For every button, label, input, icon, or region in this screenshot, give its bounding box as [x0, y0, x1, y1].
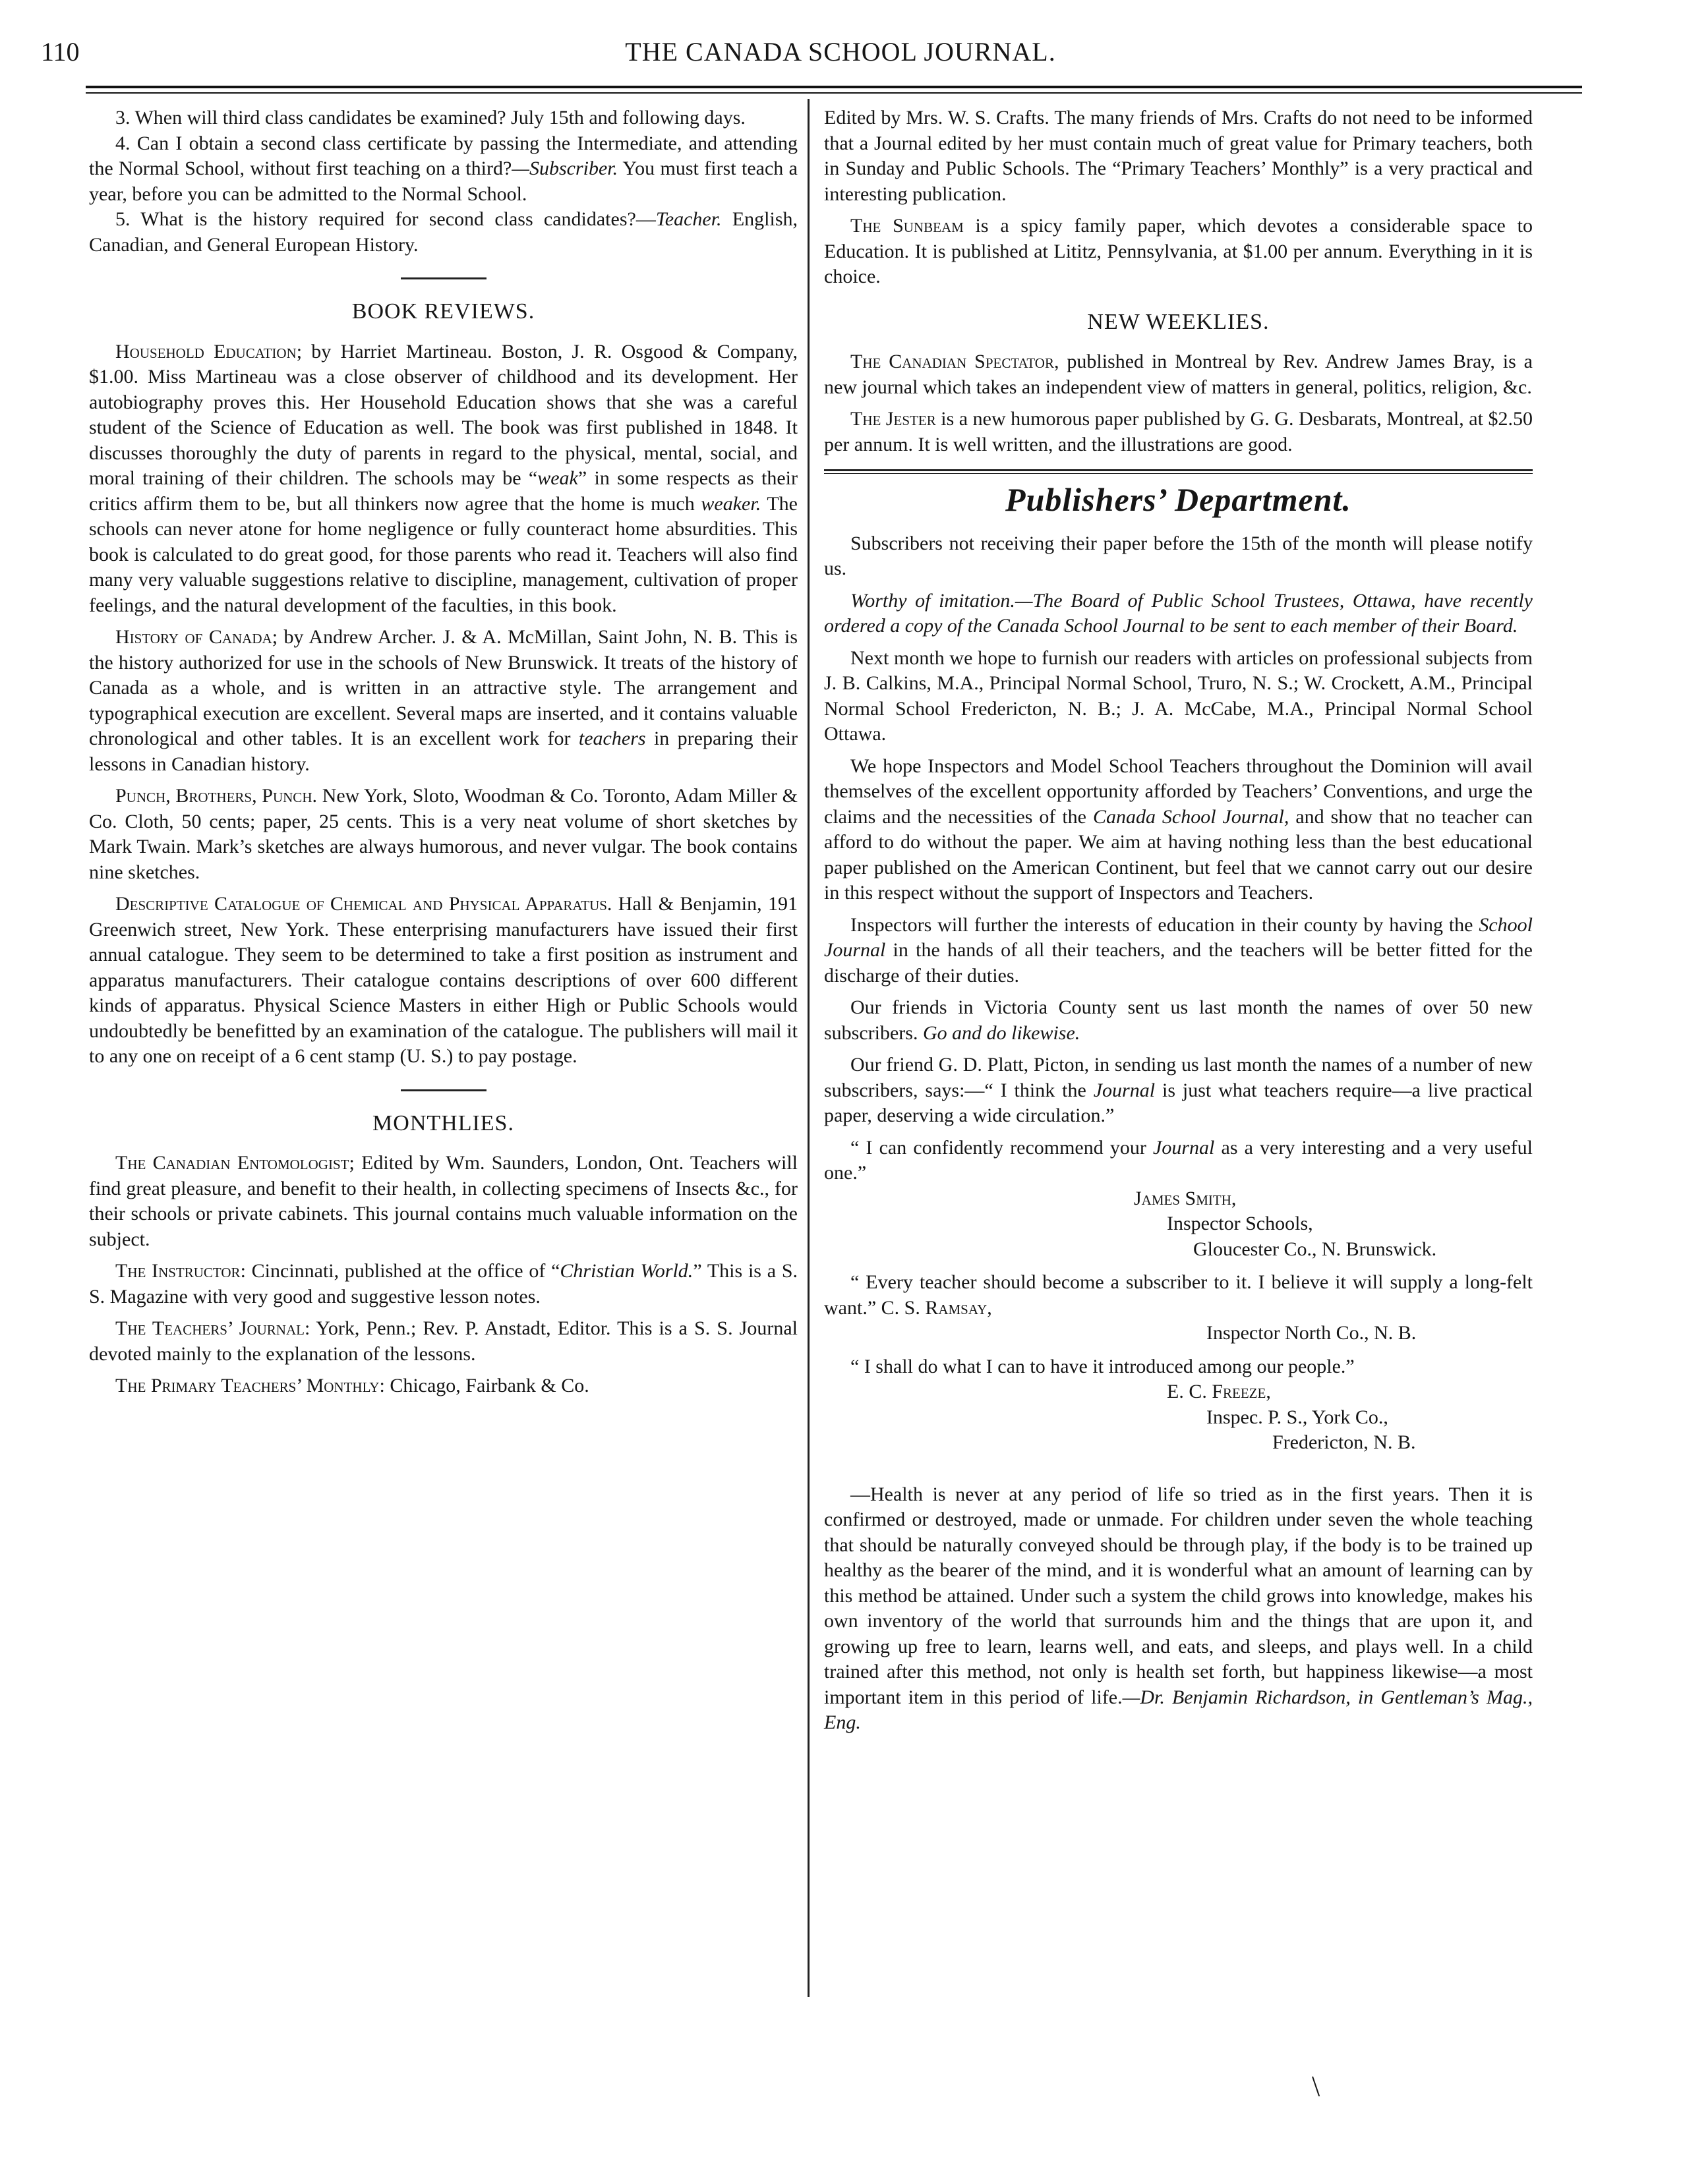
header-rule	[86, 86, 1582, 94]
section-divider	[401, 277, 487, 279]
notice-worthy-of-imitation: Worthy of imitation.—The Board of Public School Trustees, Ottawa, have recently ordered a copy of the Canada School Journal to be sent to each member of their Board.	[824, 589, 1533, 637]
monthlies-heading: MONTHLIES.	[372, 1110, 514, 1135]
section-divider	[824, 469, 1533, 474]
review-descriptive-catalogue: Descriptive Catalogue of Chemical and Physical Apparatus. Hall & Benjamin, 191 Greenwich street, New York. These enterprising manufacturers have issued their first annual catalogue. They seem to be determined to take a first position as instrument and apparatus manufacturers. Their catalogue contains descriptions of over 600 different kinds of apparatus. Physical Science Masters in either High or Public Schools would undoubtedly be benefitted by an examination of the catalogue. The publishers will mail it to any one on receipt of a 6 cent stamp (U. S.) to pay postage.	[89, 893, 798, 1067]
monthly-teachers-journal: The Teachers’ Journal: York, Penn.; Rev. P. Anstadt, Editor. This is a S. S. Journal devoted mainly to the explanation of the lessons.	[89, 1317, 798, 1365]
journal-title: THE CANADA SCHOOL JOURNAL.	[625, 37, 1056, 67]
testimonial-freeze: “ I shall do what I can to have it introduced among our people.”	[850, 1355, 1355, 1377]
weekly-sunbeam: The Sunbeam is a spicy family paper, which devotes a considerable space to Education. It is published at Lititz, Pennsylvania, at $1.00 per annum. Everything in it is choice.	[824, 215, 1533, 287]
notice-next-month: Next month we hope to furnish our readers with articles on professional subjects from J. B. Calkins, M.A., Principal Normal School, Truro, N. S.; W. Crockett, A.M., Principal Normal School Fredericton, N. B.; J. A. McCabe, M.A., Principal Normal School Ottawa.	[824, 647, 1533, 745]
answer-3: 3. When will third class candidates be examined? July 15th and following days.	[115, 107, 746, 129]
publishers-department-heading: Publishers’ Department.	[1005, 481, 1351, 518]
health-article: —Health is never at any period of life so tried as in the first years. Then it is confirmed or destroyed, made or unmade. For children under seven the whole teaching that should be naturally conveyed should be through play, if the body is to be trained up healthy as the bearer of the mind, and it is wonderful what an amount of learning can by this method be attained. Under such a system the child grows into knowledge, makes his own inventory of the world that surrounds him and the things that are upon it, and growing up free to learn, learns well, and eats, and sleeps, and plays well. In a child trained after this method, not only is health set forth, but happiness likewise—a most important item in this period of life.—Dr. Benjamin Richardson, in Gentleman’s Mag., Eng.	[824, 1483, 1533, 1733]
primary-monthly-continued: Edited by Mrs. W. S. Crafts. The many friends of Mrs. Crafts do not need to be informed that a Journal edited by her must contain much of great value for Primary teachers, both in Sunday and Public Schools. The “Primary Teachers’ Monthly” is a very practical and interesting publication.	[824, 107, 1533, 205]
page-number: 110	[41, 37, 80, 67]
monthly-primary-teachers: The Primary Teachers’ Monthly: Chicago, Fairbank & Co.	[115, 1375, 589, 1396]
notice-platt: Our friend G. D. Platt, Picton, in sending us last month the names of a number of new subscribers, says:—“ I think the Journal is just what teachers require—a live practical paper, deserving a wide circulation.”	[824, 1054, 1533, 1126]
right-column	[824, 105, 1533, 1742]
notice-inspectors-teachers: We hope Inspectors and Model School Teachers throughout the Dominion will avail themselves of the excellent opportunity afforded by Teachers’ Conventions, and urge the claims and the necessities of the Canada School Journal, and show that no teacher can afford to do without the paper. We aim at having nothing less than the best educational paper published on the American Continent, but feel that we cannot carry out our desire in this respect without the support of Inspectors and Teachers.	[824, 755, 1533, 904]
answer-4: 4. Can I obtain a second class certificate by passing the Intermediate, and attending the Normal School, without first teaching on a third?—Subscriber. You must first teach a year, before you can be admitted to the Normal School.	[89, 132, 798, 205]
new-weeklies-heading: NEW WEEKLIES.	[1087, 309, 1270, 334]
testimonial-smith-name: James Smith,	[1134, 1187, 1237, 1209]
testimonial-ramsay-title: Inspector North Co., N. B.	[1206, 1322, 1417, 1344]
review-history-of-canada: History of Canada; by Andrew Archer. J. & A. McMillan, Saint John, N. B. This is the history authorized for use in the schools of New Brunswick. It treats of the history of Canada as a whole, and is written in an attractive style. The arrangement and typographical execution are excellent. Several maps are inserted, and it contains valuable chronological and other tables. It is an excellent work for teachers in preparing their lessons in Canadian history.	[89, 626, 798, 775]
page-header	[41, 36, 1640, 76]
testimonial-ramsay: “ Every teacher should become a subscriber to it. I believe it will supply a long-felt want.” C. S. Ramsay,	[824, 1271, 1533, 1319]
testimonial-smith-place: Gloucester Co., N. Brunswick.	[1193, 1238, 1437, 1260]
testimonial-smith: “ I can confidently recommend your Journal as a very interesting and a very useful one.”	[824, 1136, 1533, 1184]
weekly-jester: The Jester is a new humorous paper published by G. G. Desbarats, Montreal, at $2.50 per annum. It is well written, and the illustrations are good.	[824, 408, 1533, 455]
notice-subscribers: Subscribers not receiving their paper before the 15th of the month will please notify us.	[824, 532, 1533, 579]
left-column	[89, 105, 798, 1406]
notice-victoria-county: Our friends in Victoria County sent us last month the names of over 50 new subscribers. Go and do likewise.	[824, 996, 1533, 1044]
section-divider	[401, 1089, 487, 1091]
book-reviews-heading: BOOK REVIEWS.	[351, 299, 535, 324]
review-punch-brothers: Punch, Brothers, Punch. New York, Sloto, Woodman & Co. Toronto, Adam Miller & Co. Cloth, 50 cents; paper, 25 cents. This is a very neat volume of short sketches by Mark Twain. Mark’s sketches are always humorous, and never vulgar. The book contains nine sketches.	[89, 785, 798, 883]
monthly-instructor: The Instructor: Cincinnati, published at the office of “Christian World.” This is a S. S. Magazine with very good and suggestive lesson notes.	[89, 1260, 798, 1308]
testimonial-freeze-title: Inspec. P. S., York Co.,	[1206, 1406, 1388, 1428]
answer-5: 5. What is the history required for second class candidates?—Teacher. English, Canadian, and General European History.	[89, 208, 798, 256]
testimonial-smith-title: Inspector Schools,	[1167, 1213, 1313, 1234]
notice-inspectors-county: Inspectors will further the interests of education in their county by having the School Journal in the hands of all their teachers, and the teachers will be better fitted for the discharge of their duties.	[824, 913, 1533, 987]
weekly-spectator: The Canadian Spectator, published in Montreal by Rev. Andrew James Bray, is a new journal which takes an independent view of matters in general, politics, religion, &c.	[824, 351, 1533, 398]
review-household-education: Household Education; by Harriet Martineau. Boston, J. R. Osgood & Company, $1.00. Miss Martineau was a close observer of childhood and its development. Her autobiography proves this. Her Household Education shows that she was a careful student of the Science of Education as well. The book was first published in 1848. It discusses thoroughly the duty of parents in regard to the physical, mental, social, and moral training of their children. The schools may be “weak” in some respects as their critics affirm them to be, but all thinkers now agree that the home is much weaker. The schools can never atone for home negligence or fully counteract home absurdities. This book is calculated to do great good, for those parents who read it. Teachers will also find many very valuable suggestions relative to discipline, management, cultivation of proper feelings, and the natural development of the faculties, in this book.	[89, 340, 798, 616]
monthly-entomologist: The Canadian Entomologist; Edited by Wm. Saunders, London, Ont. Teachers will find great pleasure, and benefit to their health, in collecting specimens of Insects &c., for their schools or private cabinets. This journal contains much valuable information on the subject.	[89, 1152, 798, 1250]
testimonial-freeze-name: E. C. Freeze,	[1167, 1381, 1271, 1402]
stray-mark: \	[1312, 2070, 1320, 2102]
column-divider	[808, 99, 810, 1997]
testimonial-freeze-place: Fredericton, N. B.	[1272, 1431, 1416, 1453]
